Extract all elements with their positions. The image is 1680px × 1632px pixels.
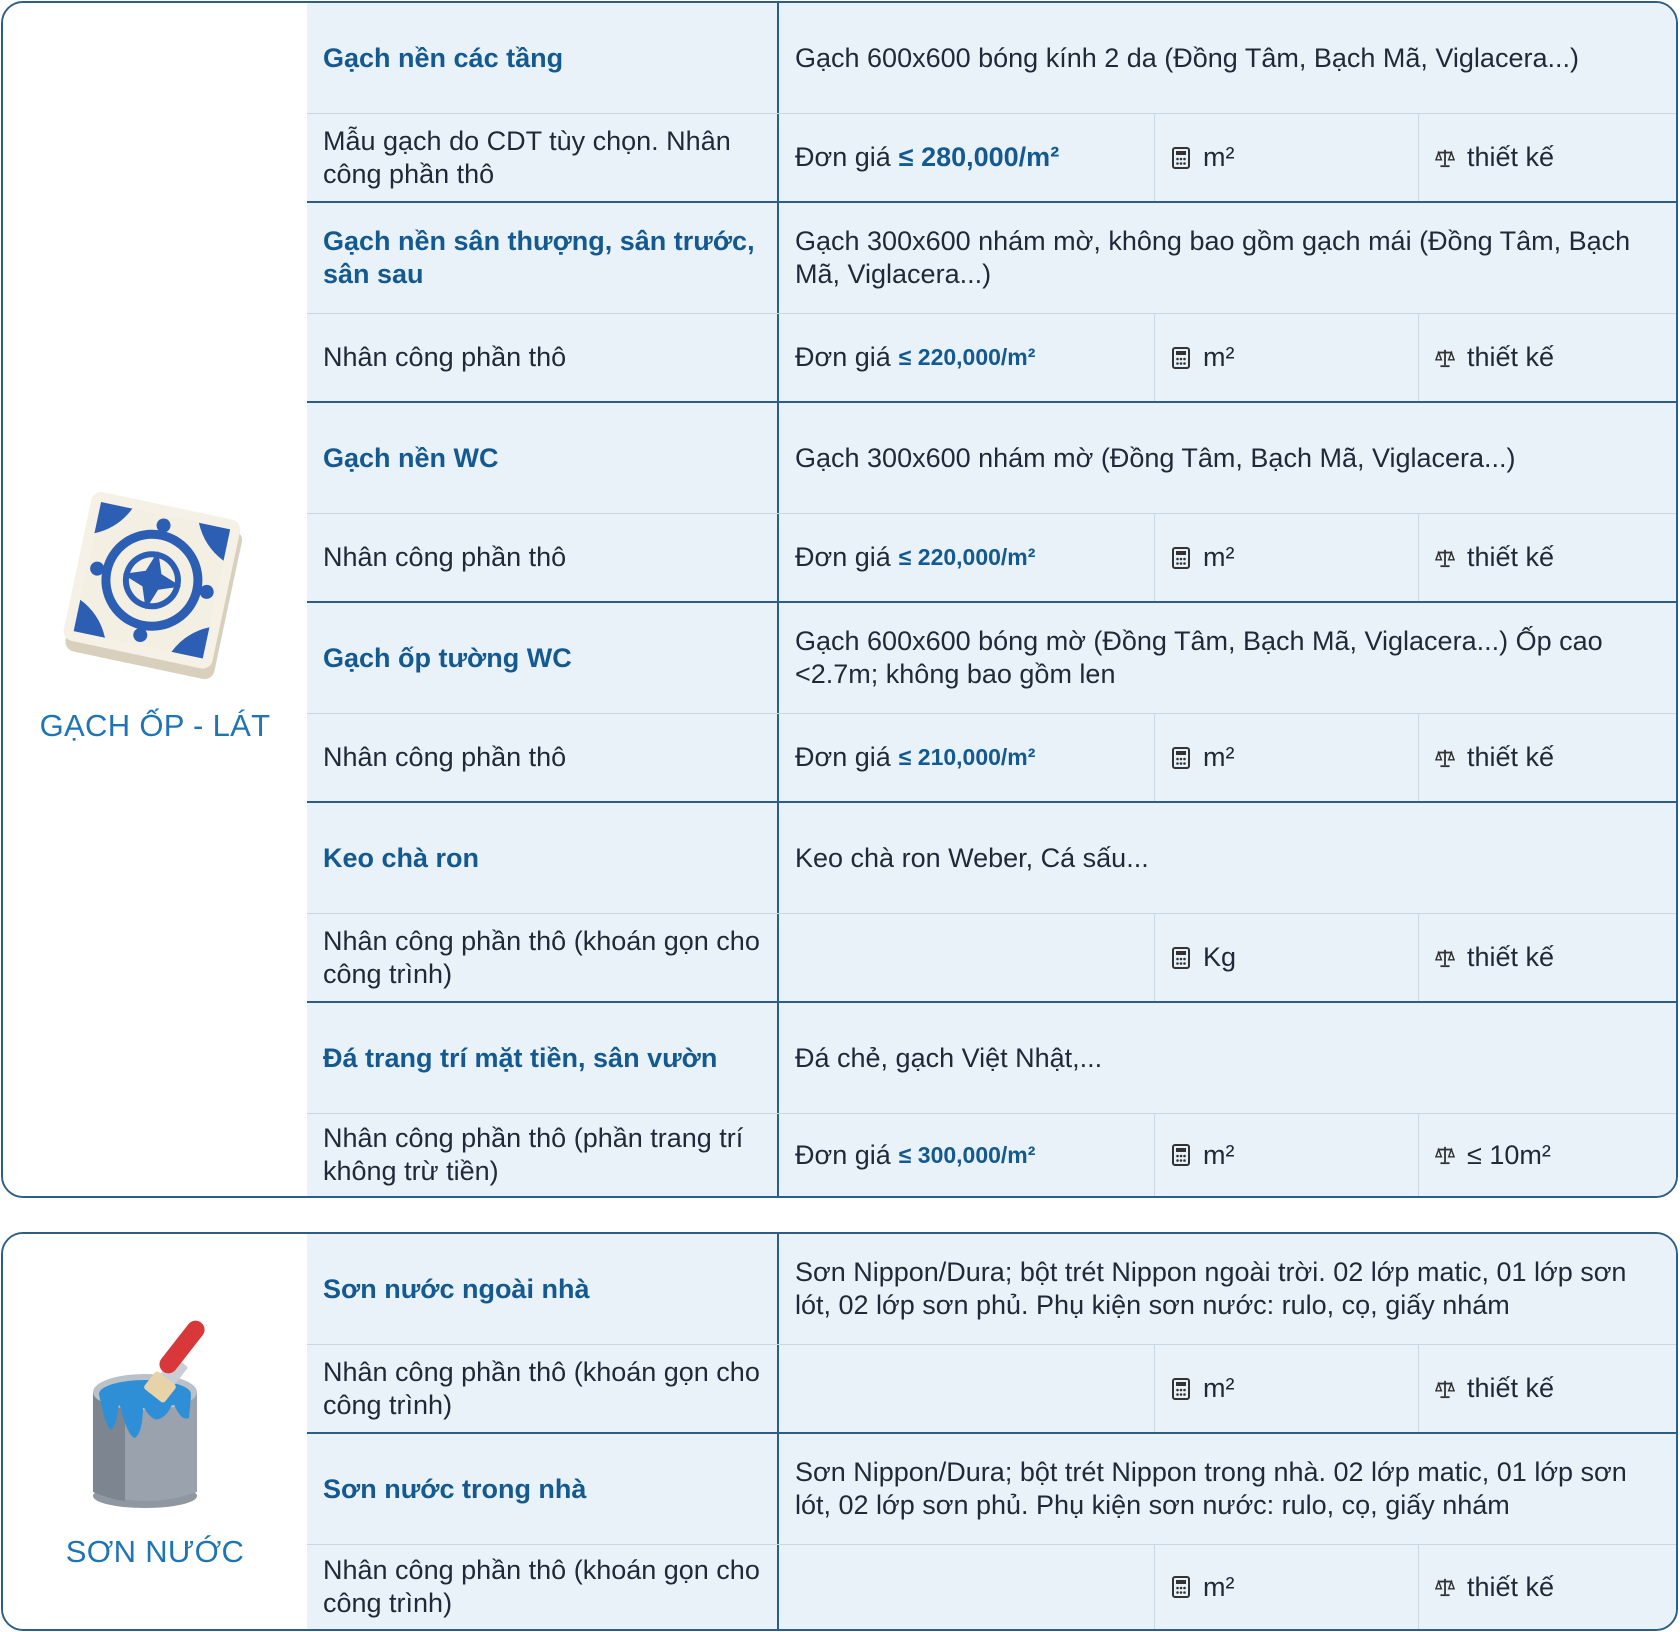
table-row-price [307, 914, 1676, 1003]
unit-value: m² [1203, 342, 1235, 372]
item-name: Đá trang trí mặt tiền, sân vườn [307, 1003, 779, 1113]
scale-icon [1435, 747, 1455, 769]
price-label: Đơn giá [795, 1139, 891, 1170]
price-label: Đơn giá [795, 742, 891, 772]
table-row-price [307, 314, 1676, 403]
unit-cell [1155, 714, 1419, 801]
item-name: Gạch nền WC [307, 403, 779, 513]
labor-note: Mẫu gạch do CDT tùy chọn. Nhân công phần thô [307, 114, 779, 201]
standard-value: thiết kế [1467, 342, 1555, 372]
price-label: Đơn giá [795, 542, 891, 572]
table-row-spec [307, 603, 1676, 714]
price-value: ≤ 280,000/m² [898, 142, 1060, 172]
item-name: Sơn nước trong nhà [307, 1434, 779, 1544]
labor-note: Nhân công phần thô (khoán gọn cho công trình) [307, 1545, 779, 1629]
labor-note: Nhân công phần thô [307, 514, 779, 601]
unit-cell [1155, 514, 1419, 601]
price-label: Đơn giá [795, 342, 891, 372]
section-tile [1, 1, 1678, 1198]
scale-icon [1435, 147, 1455, 169]
unit-cell [1155, 314, 1419, 401]
price-cell [779, 1545, 1155, 1629]
price-value: ≤ 210,000/m² [898, 744, 1036, 770]
labor-note: Nhân công phần thô (khoán gọn cho công trình) [307, 1345, 779, 1432]
item-name: Gạch nền sân thượng, sân trước, sân sau [307, 203, 779, 313]
scale-icon [1435, 347, 1455, 369]
standard-cell [1419, 1345, 1676, 1432]
calculator-icon [1171, 1144, 1191, 1166]
table-row-spec [307, 3, 1676, 114]
standard-cell [1419, 1545, 1676, 1629]
unit-cell [1155, 1345, 1419, 1432]
spec-table [307, 1234, 1676, 1629]
standard-cell [1419, 514, 1676, 601]
standard-value: thiết kế [1467, 542, 1555, 572]
item-name: Keo chà ron [307, 803, 779, 913]
unit-value: m² [1203, 1571, 1235, 1602]
unit-value: m² [1203, 742, 1235, 772]
table-row-spec [307, 803, 1676, 914]
item-spec: Gạch 300x600 nhám mờ (Đồng Tâm, Bạch Mã, Viglacera...) [795, 442, 1516, 473]
standard-cell [1419, 914, 1676, 1001]
scale-icon [1435, 1378, 1455, 1400]
price-value: ≤ 300,000/m² [898, 1141, 1036, 1168]
price-cell [779, 914, 1155, 1001]
price-cell [779, 514, 1155, 601]
standard-value: thiết kế [1467, 1373, 1555, 1403]
scale-icon [1435, 1576, 1455, 1598]
labor-note: Nhân công phần thô (khoán gọn cho công trình) [307, 914, 779, 1001]
price-cell [779, 1345, 1155, 1432]
scale-icon [1435, 1144, 1455, 1166]
table-row-price [307, 114, 1676, 203]
table-row-spec [307, 1434, 1676, 1545]
labor-note: Nhân công phần thô (phần trang trí không trừ tiền) [307, 1114, 779, 1196]
paint-bucket-icon [65, 1306, 245, 1516]
table-row-spec [307, 203, 1676, 314]
calculator-icon [1171, 1576, 1191, 1598]
table-row-spec [307, 1234, 1676, 1345]
unit-cell [1155, 914, 1419, 1001]
standard-cell [1419, 314, 1676, 401]
standard-value: thiết kế [1467, 142, 1555, 172]
item-name: Gạch nền các tầng [307, 3, 779, 113]
standard-value: thiết kế [1467, 1571, 1555, 1602]
item-spec: Sơn Nippon/Dura; bột trét Nippon trong nhà. 02 lớp matic, 01 lớp sơn lót, 02 lớp sơn phủ. Phụ kiện sơn nước: rulo, cọ, giấy nhám [795, 1457, 1627, 1520]
item-name: Gạch ốp tường WC [307, 603, 779, 713]
category-title: SƠN NƯỚC [65, 1534, 245, 1569]
price-cell [779, 714, 1155, 801]
calculator-icon [1171, 147, 1191, 169]
section-paint [1, 1232, 1678, 1631]
price-cell [779, 114, 1155, 201]
unit-value: m² [1203, 1373, 1235, 1403]
calculator-icon [1171, 1378, 1191, 1400]
unit-cell [1155, 1545, 1419, 1629]
table-row-price [307, 514, 1676, 603]
price-cell [779, 314, 1155, 401]
unit-value: m² [1203, 542, 1235, 572]
standard-cell [1419, 1114, 1676, 1196]
unit-cell [1155, 114, 1419, 201]
unit-cell [1155, 1114, 1419, 1196]
table-row-price [307, 1345, 1676, 1434]
item-spec: Gạch 300x600 nhám mờ, không bao gồm gạch mái (Đồng Tâm, Bạch Mã, Viglacera...) [795, 226, 1631, 289]
category-panel-tile [3, 3, 309, 1196]
item-spec: Gạch 600x600 bóng mờ (Đồng Tâm, Bạch Mã, Viglacera...) Ốp cao <2.7m; không bao gồm len [795, 626, 1603, 689]
price-label: Đơn giá [795, 142, 891, 172]
calculator-icon [1171, 947, 1191, 969]
tile-icon [55, 485, 255, 685]
category-title: GẠCH ỐP - LÁT [39, 708, 271, 743]
labor-note: Nhân công phần thô [307, 714, 779, 801]
unit-value: m² [1203, 142, 1235, 172]
scale-icon [1435, 947, 1455, 969]
standard-cell [1419, 714, 1676, 801]
item-name: Sơn nước ngoài nhà [307, 1234, 779, 1344]
item-spec: Sơn Nippon/Dura; bột trét Nippon ngoài trời. 02 lớp matic, 01 lớp sơn lót, 02 lớp sơn phủ. Phụ kiện sơn nước: rulo, cọ, giấy nhám [795, 1257, 1627, 1320]
category-panel-paint [3, 1234, 309, 1629]
calculator-icon [1171, 347, 1191, 369]
standard-value: ≤ 10m² [1467, 1139, 1551, 1170]
price-cell [779, 1114, 1155, 1196]
unit-value: Kg [1203, 942, 1237, 972]
table-row-spec [307, 403, 1676, 514]
standard-value: thiết kế [1467, 742, 1555, 772]
spec-table [307, 3, 1676, 1196]
table-row-spec [307, 1003, 1676, 1114]
standard-cell [1419, 114, 1676, 201]
table-row-price [307, 1545, 1676, 1629]
item-spec: Gạch 600x600 bóng kính 2 da (Đồng Tâm, Bạch Mã, Viglacera...) [795, 42, 1579, 73]
item-spec: Đá chẻ, gạch Việt Nhật,... [795, 1042, 1103, 1073]
table-row-price [307, 1114, 1676, 1196]
calculator-icon [1171, 547, 1191, 569]
standard-value: thiết kế [1467, 942, 1555, 972]
scale-icon [1435, 547, 1455, 569]
labor-note: Nhân công phần thô [307, 314, 779, 401]
table-row-price [307, 714, 1676, 803]
price-value: ≤ 220,000/m² [898, 544, 1036, 570]
price-value: ≤ 220,000/m² [898, 344, 1036, 370]
unit-value: m² [1203, 1139, 1235, 1170]
calculator-icon [1171, 747, 1191, 769]
item-spec: Keo chà ron Weber, Cá sấu... [795, 842, 1149, 873]
